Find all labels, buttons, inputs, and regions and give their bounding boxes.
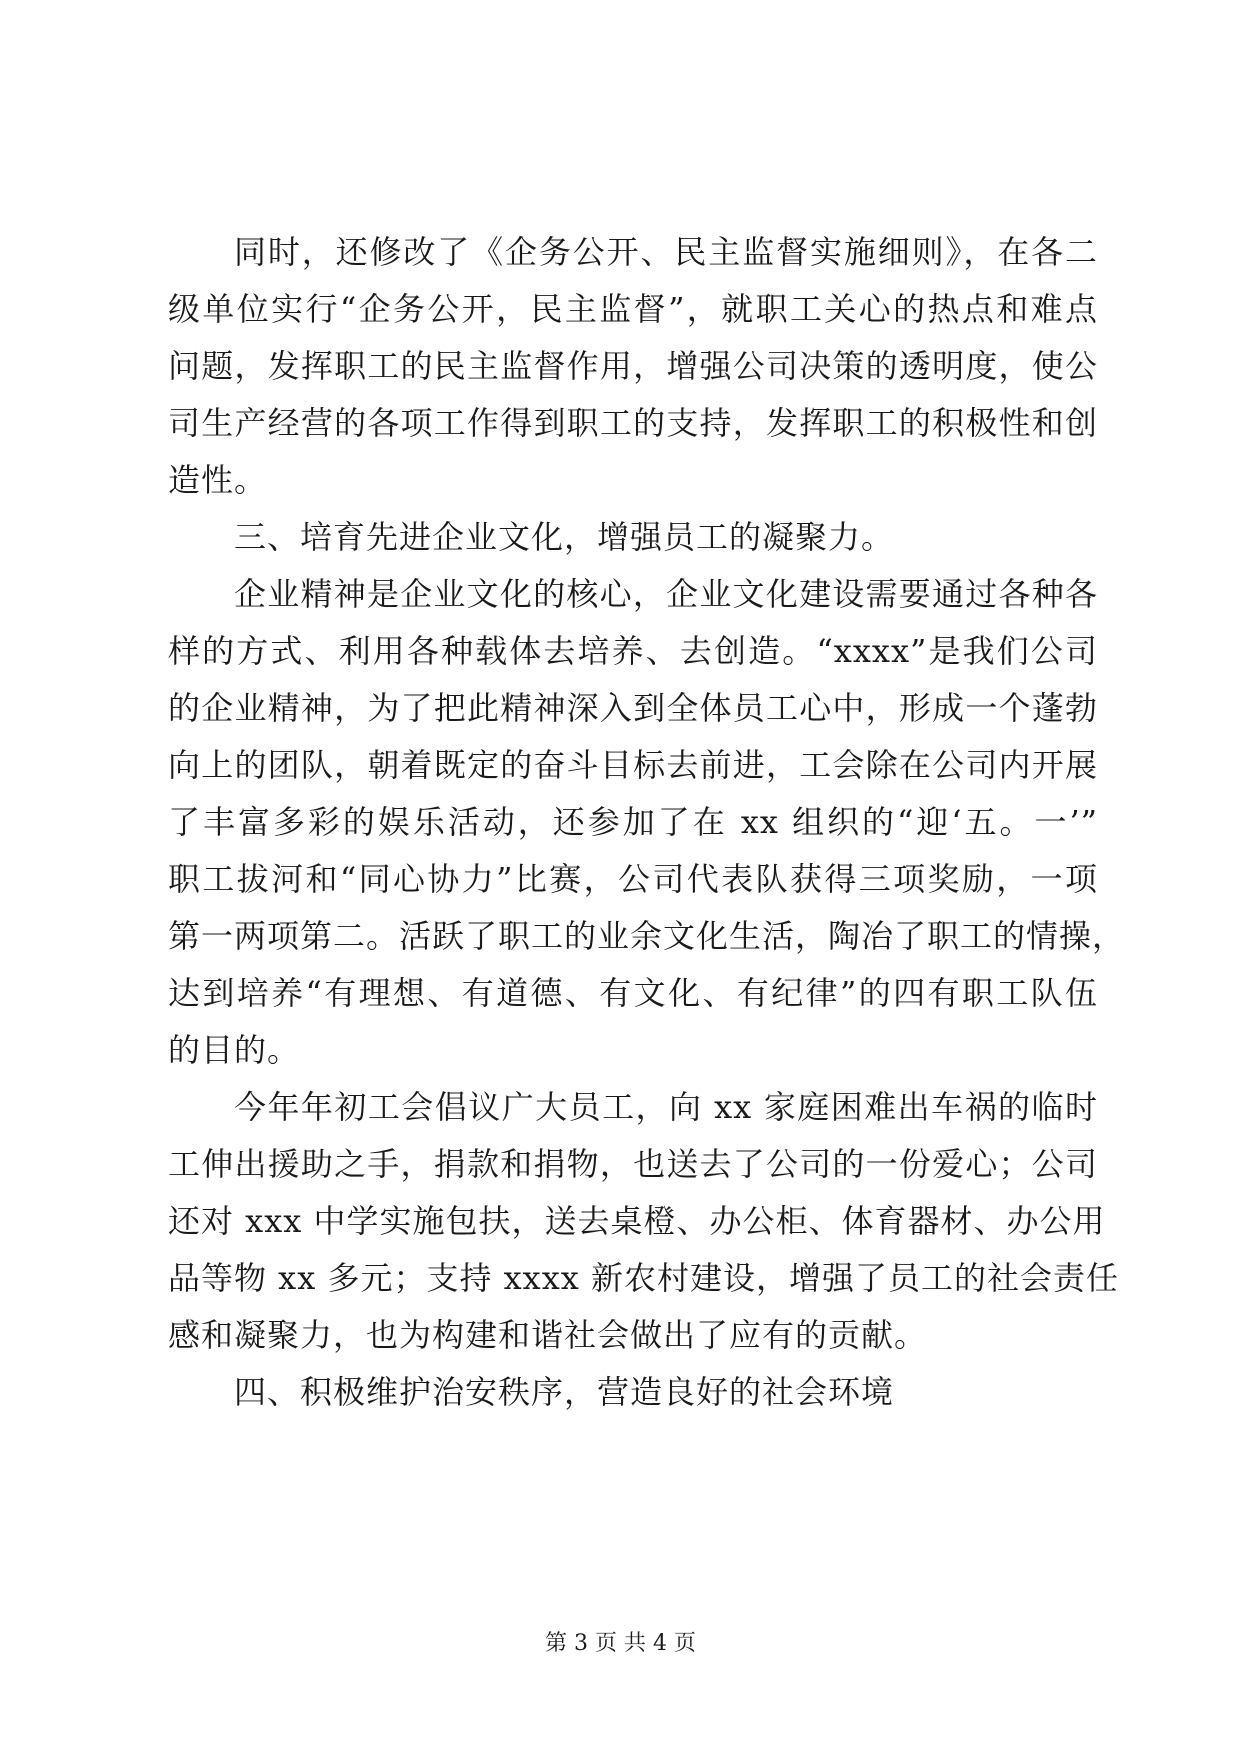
paragraph-line: 还对 xxx 中学实施包扶，送去桌橙、办公柜、体育器材、办公用 xyxy=(168,1202,1106,1240)
paragraph-line: 达到培养“有理想、有道德、有文化、有纪律”的四有职工队伍 xyxy=(168,974,1098,1012)
paragraph-line: 企业精神是企业文化的核心，企业文化建设需要通过各种各 xyxy=(234,575,1098,613)
paragraph-line: 今年年初工会倡议广大员工，向 xx 家庭困难出车祸的临时 xyxy=(234,1088,1098,1126)
paragraph-line: 的目的。 xyxy=(168,1031,301,1069)
paragraph-line: 级单位实行“企务公开，民主监督”，就职工关心的热点和难点 xyxy=(168,290,1098,328)
paragraph-line: 向上的团队，朝着既定的奋斗目标去前进，工会除在公司内开展 xyxy=(168,746,1098,784)
paragraph-line: 样的方式、利用各种载体去培养、去创造。“xxxx”是我们公司 xyxy=(168,632,1098,670)
paragraph-line: 了丰富多彩的娱乐活动，还参加了在 xx 组织的“迎‘五。一’” xyxy=(168,803,1098,841)
paragraph-line: 工伸出援助之手，捐款和捐物，也送去了公司的一份爱心；公司 xyxy=(168,1145,1098,1183)
paragraph-line: 造性。 xyxy=(168,461,268,499)
paragraph-line: 的企业精神，为了把此精神深入到全体员工心中，形成一个蓬勃 xyxy=(168,689,1098,727)
paragraph-line: 职工拔河和“同心协力”比赛，公司代表队获得三项奖励，一项 xyxy=(168,860,1098,898)
paragraph-line: 同时，还修改了《企务公开、民主监督实施细则》，在各二 xyxy=(234,233,1098,271)
paragraph-line: 品等物 xx 多元；支持 xxxx 新农村建设，增强了员工的社会责任 xyxy=(168,1259,1119,1297)
page-number: 第 3 页 共 4 页 xyxy=(545,1631,696,1656)
section-heading: 三、培育先进企业文化，增强员工的凝聚力。 xyxy=(234,518,895,556)
paragraph-line: 司生产经营的各项工作得到职工的支持，发挥职工的积极性和创 xyxy=(168,404,1098,442)
section-heading: 四、积极维护治安秩序，营造良好的社会环境 xyxy=(234,1373,895,1411)
paragraph-line: 第一两项第二。活跃了职工的业余文化生活，陶冶了职工的情操， xyxy=(168,917,1126,955)
paragraph-line: 感和凝聚力，也为构建和谐社会做出了应有的贡献。 xyxy=(168,1316,928,1354)
paragraph-line: 问题，发挥职工的民主监督作用，增强公司决策的透明度，使公 xyxy=(168,347,1098,385)
